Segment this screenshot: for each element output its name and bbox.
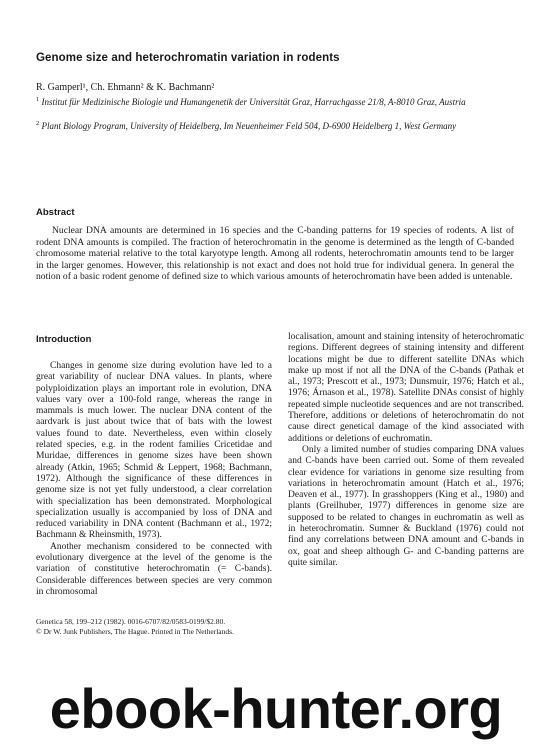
affiliation-2-text: Plant Biology Program, University of Heidelberg, Im Neuenheimer Feld 504, D-6900 Heidelberg 1, West Germany: [41, 121, 457, 131]
abstract-heading: Abstract: [36, 207, 75, 218]
affiliation-1-text: Institut für Medizinische Biologie und Humangenetik der Universität Graz, Harrachgasse 21/8, A-8010 Graz, Austria: [41, 97, 466, 107]
publisher-notice: © Dr W. Junk Publishers, The Hague. Printed in The Netherlands.: [36, 627, 234, 636]
paper-title: Genome size and heterochromatin variation in rodents: [36, 52, 340, 64]
introduction-heading: Introduction: [36, 334, 92, 345]
affiliation-2: [36, 120, 522, 132]
body-column-right: [288, 332, 524, 569]
body-paragraph: Another mechanism considered to be connected with evolutionary divergence at the level of the genome is the variation of constitutive heterochromatin (= C-bands). Considerable differences between species are very common in chromosomal: [36, 541, 272, 597]
page-footer: [36, 617, 234, 637]
body-paragraph: Changes in genome size during evolution have led to a great variability of nuclear DNA values. In plants, where polyploidization plays an important role in evolution, DNA values vary over a 100-fold range, whereas the range in mammals is much lower. The nuclear DNA content of the aardvark is just about twice that of bats with the lowest values found to date. Nevertheless, even within closely related species, e.g. in the rodent families Cricetidae and Muridae, differences in genome sizes have been shown already (Atkin, 1965; Schmid & Leppert, 1968; Bachmann, 1972). Although the significance of these differences in genome size is not yet fully understood, a clear correlation with specialization has been demonstrated. Morphological specialization usually is accompanied by loss of DNA and reduced variability in DNA content (Bachmann et al., 1972; Bachmann & Rheinsmith, 1973).: [36, 361, 272, 541]
watermark: ebook-hunter.org: [49, 677, 503, 740]
abstract-text: Nuclear DNA amounts are determined in 16 species and the C-banding patterns for 19 species of rodents. A list of rodent DNA amounts is compiled. The fraction of heterochromatin in the genome is determined as the length of C-banded chromosome material relative to the total karyotype length. Among all rodents, heterochromatin amounts tend to be larger in the larger genomes. However, this relationship is not exact and does not hold true for individual genera. In general the notion of a basic rodent genome of defined size to which various amounts of heterochromatin have been added is untenable.: [36, 225, 514, 282]
journal-citation: Genetica 58, 199–212 (1982). 0016-6707/82/0583-0199/$2.80.: [36, 617, 226, 626]
body-paragraph: Only a limited number of studies comparing DNA values and C-bands have been carried out. Some of them revealed clear evidence for variations in genome size resulting from variations in heterochromatin amount (Hatch et al., 1976; Deaven et al., 1977). In grasshoppers (King et al., 1980) and plants (Greilhuber, 1977) differences in genome size are supposed to be related to changes in euchromatin as well as in heterochromatin. Sumner & Buckland (1976) could not find any correlations between DNA amount and C-bands in ox, goat and sheep although G- and C-banding patterns are quite similar.: [288, 444, 524, 568]
body-column-left: [36, 361, 272, 598]
affiliation-1: [36, 96, 522, 108]
affiliation-1-marker: 1: [36, 96, 40, 103]
body-paragraph: localisation, amount and staining intensity of heterochromatic regions. Different degrees of staining intensity and different locations might be due to different satellite DNAs which make up most if not all the DNA of the C-bands (Pathak et al., 1973; Prescott et al., 1973; Dunsmuir, 1976; Hatch et al., 1976; Árnason et al., 1978). Satellite DNAs consist of highly repeated simple nucleotide sequences and are not transcribed. Therefore, additions or deletions of heterochromatin do not cause direct genetical damage of the kind associated with additions or deletions of euchromatin.: [288, 332, 524, 444]
affiliation-2-marker: 2: [36, 120, 40, 127]
author-list: R. Gamperl¹, Ch. Ehmann² & K. Bachmann²: [36, 82, 215, 93]
